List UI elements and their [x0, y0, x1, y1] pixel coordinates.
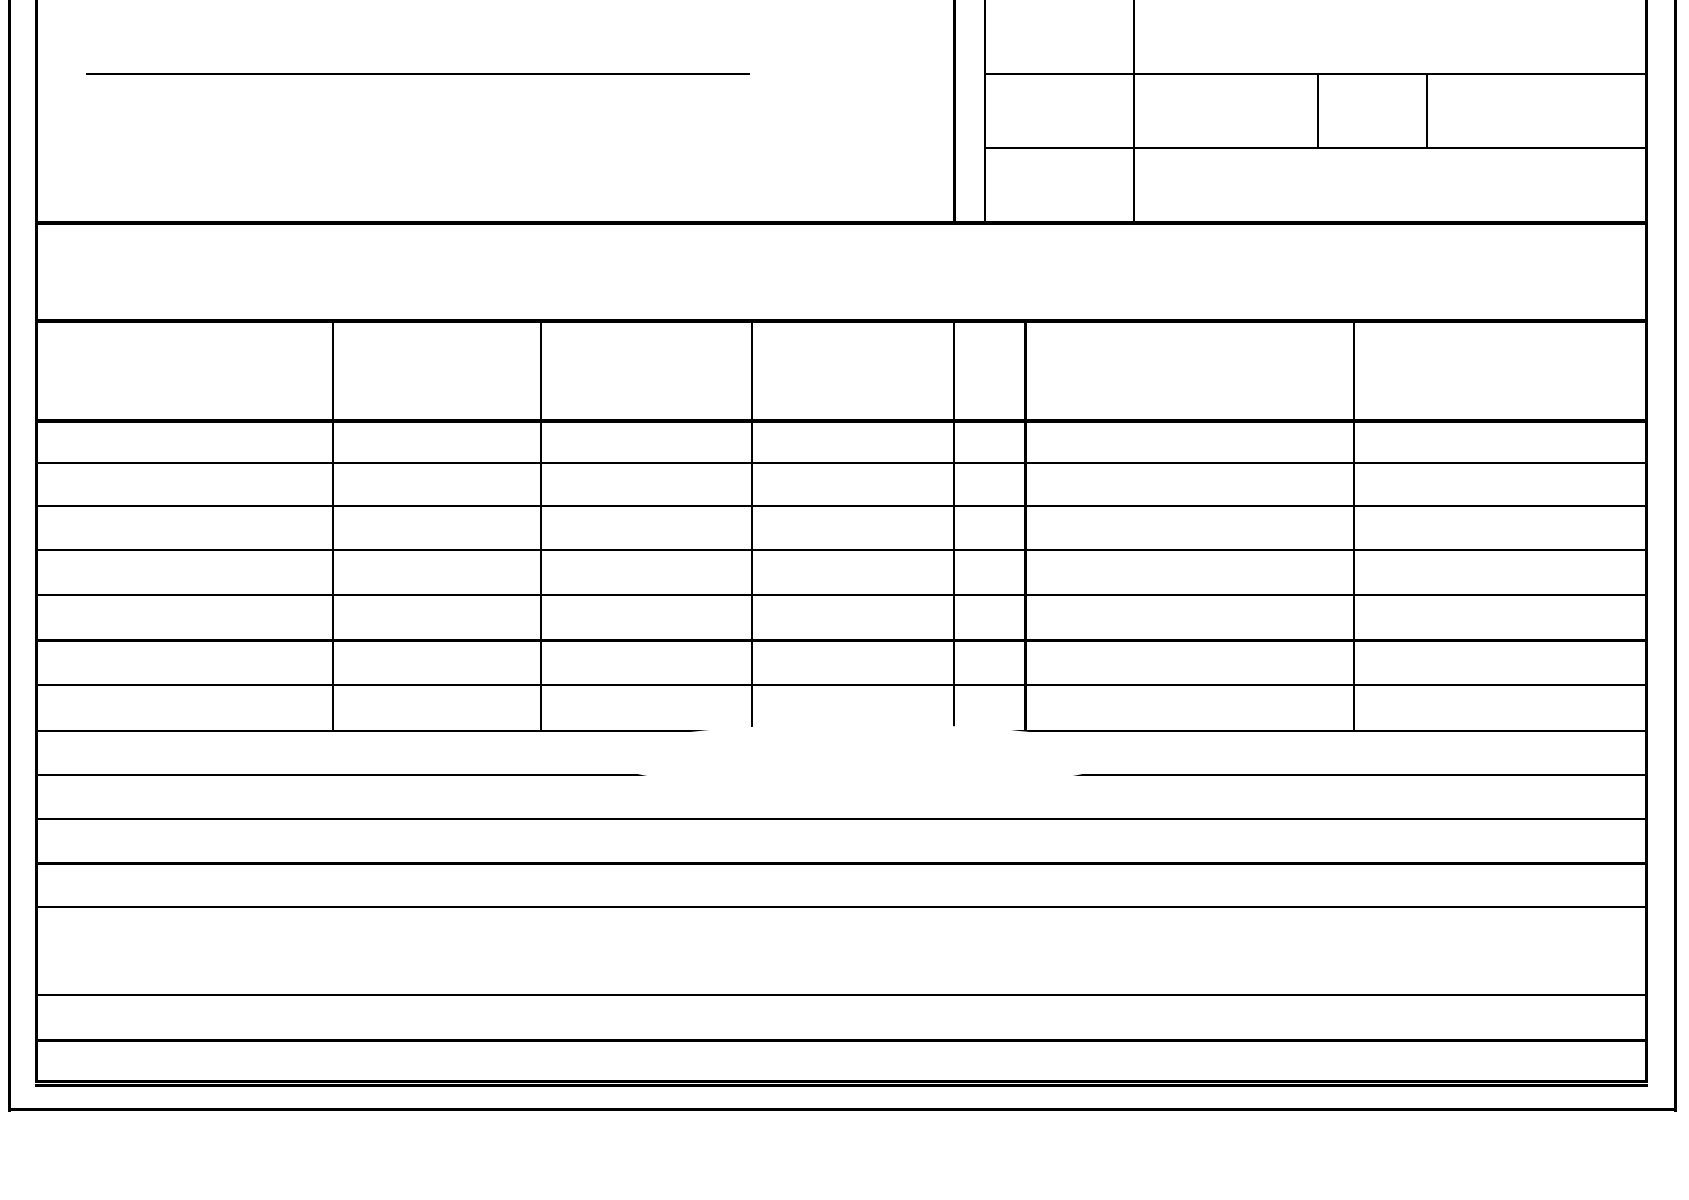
supplier-label-divider [984, 0, 986, 224]
row-line-6 [35, 684, 1648, 686]
table-header-bottom-line [35, 419, 1648, 423]
notes-line-f [35, 1039, 1648, 1042]
row-line-2 [35, 505, 1648, 507]
row-line-3 [35, 549, 1648, 551]
outer-frame-right [1674, 0, 1677, 1112]
col-divider-1 [332, 321, 334, 732]
supplier-fax-divider [1317, 75, 1319, 147]
supplier-left-border [953, 0, 956, 224]
notes-line-g [35, 1084, 1648, 1087]
document-bottom-border [35, 1080, 1648, 1083]
supplier-label-column-divider [1133, 0, 1135, 224]
erased-area [600, 724, 1120, 790]
outer-frame-left [8, 0, 11, 1112]
document-right-border [1645, 0, 1648, 1083]
notes-line-e [35, 994, 1648, 996]
recipient-underline [86, 73, 750, 75]
col-divider-5 [1024, 321, 1027, 732]
row-line-1 [35, 462, 1648, 464]
col-divider-3 [751, 321, 753, 732]
notes-line-d [35, 906, 1648, 908]
total-row-top-line [35, 221, 1648, 225]
col-divider-2 [540, 321, 542, 732]
col-divider-6 [1353, 321, 1355, 732]
col-divider-4 [953, 321, 955, 732]
supplier-type-divider [1426, 75, 1428, 147]
total-row-bottom-line [35, 319, 1648, 323]
supplier-row-divider-1 [986, 73, 1646, 75]
row-line-5 [35, 639, 1648, 642]
document-left-border [35, 0, 38, 1083]
notes-line-b [35, 818, 1648, 820]
supplier-row-divider-2 [986, 147, 1646, 149]
outer-frame-bottom [8, 1108, 1677, 1111]
notes-line-c [35, 862, 1648, 865]
row-line-4 [35, 594, 1648, 596]
